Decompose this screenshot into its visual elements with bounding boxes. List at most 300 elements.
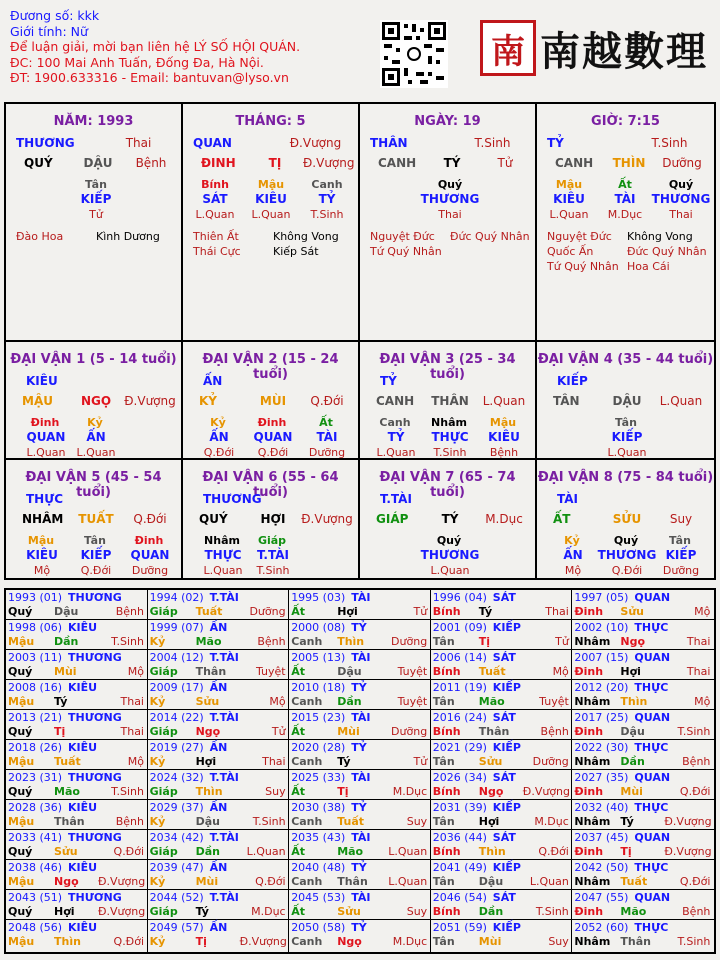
dai-van-cell: [360, 342, 537, 460]
dai-van-stem: CANH: [376, 394, 415, 408]
year-branch: Mùi: [478, 935, 502, 948]
pillar-stem: ĐINH: [201, 156, 236, 170]
year-state: Thai: [120, 695, 144, 708]
year-state: T.Sinh: [252, 815, 286, 828]
dai-van-hidden-god: KIẾP: [665, 548, 697, 562]
year-label: 2042 (50): [574, 861, 629, 874]
pillar-branch-state: Bệnh: [135, 156, 167, 170]
year-stem: Tân: [432, 635, 455, 648]
year-cell: [289, 860, 431, 890]
year-label: 2018 (26): [8, 741, 63, 754]
shensha-star: Thái Cực: [193, 245, 241, 258]
year-label: 2031 (39): [432, 801, 487, 814]
dai-van-hidden-god: ẤN: [209, 430, 229, 444]
year-state: Q.Đới: [679, 785, 711, 798]
year-label: 2049 (57): [149, 921, 204, 934]
year-stem: Bính: [432, 845, 461, 858]
pillar-branch-state: Đ.Vượng: [303, 156, 355, 170]
dai-van-hidden-stem: Đinh: [134, 534, 164, 547]
year-cell: [289, 590, 431, 620]
year-cell: [431, 710, 573, 740]
year-stem: Kỷ: [149, 695, 166, 708]
dai-van-hidden-god: TỶ: [387, 430, 405, 444]
year-cell: [6, 920, 148, 952]
year-state: Tuyệt: [539, 695, 569, 708]
pillar-title: THÁNG: 5: [235, 114, 306, 129]
year-god: TÀI: [351, 591, 371, 604]
shensha-star: Không Vong: [273, 230, 339, 243]
shensha-star: Hoa Cái: [627, 260, 670, 273]
year-stem: Bính: [432, 725, 461, 738]
dai-van-hidden-stem: Kỷ: [210, 416, 226, 429]
year-god: THƯƠNG: [68, 651, 122, 664]
dai-van-cell: [183, 460, 360, 578]
year-god: THỰC: [634, 681, 669, 694]
year-cell: [431, 680, 573, 710]
year-god: THỰC: [634, 801, 669, 814]
year-god: ẤN: [209, 741, 228, 754]
year-label: 2044 (52): [149, 891, 204, 904]
year-branch: Tị: [195, 935, 207, 948]
dai-van-hidden-god: QUAN: [130, 548, 170, 562]
dai-van-hidden-state: L.Quan: [376, 446, 416, 459]
bazi-chart-grid: [4, 102, 716, 580]
year-branch: Mùi: [54, 665, 77, 678]
year-god: THỰC: [634, 861, 669, 874]
year-state: Q.Đới: [538, 845, 569, 858]
year-state: Tử: [555, 635, 569, 648]
year-cell: [572, 590, 714, 620]
year-state: L.Quan: [388, 845, 428, 858]
year-label: 1994 (02): [149, 591, 204, 604]
dai-van-hidden-stem: Tân: [84, 534, 106, 547]
year-stem: Tân: [432, 695, 455, 708]
year-stem: Mậu: [8, 875, 35, 888]
year-cell: [6, 800, 148, 830]
year-stem: Quý: [8, 845, 33, 858]
year-cell: [6, 650, 148, 680]
year-cell: [572, 620, 714, 650]
year-branch: Tý: [54, 695, 68, 708]
year-branch: Dần: [54, 635, 79, 648]
year-god: SÁT: [492, 711, 516, 724]
dai-van-hidden-state: L.Quan: [430, 564, 470, 577]
dai-van-title: ĐẠI VẬN 3 (25 - 34 tuổi): [379, 352, 516, 382]
year-state: Đ.Vượng: [522, 785, 570, 798]
year-branch: Ngọ: [478, 785, 504, 798]
year-branch: Mùi: [337, 725, 360, 738]
year-god: THỰC: [634, 621, 669, 634]
year-state: Tử: [271, 725, 286, 738]
dai-van-stem: NHÂM: [22, 512, 64, 526]
year-god: QUAN: [634, 771, 671, 784]
pillar-branch: THÌN: [612, 156, 646, 170]
dai-van-title: ĐẠI VẬN 8 (75 - 84 tuổi): [537, 470, 714, 485]
year-state: Q.Đới: [113, 845, 144, 858]
shensha-star: Tứ Quý Nhân: [547, 260, 619, 273]
dai-van-title: ĐẠI VẬN 6 (55 - 64 tuổi): [202, 470, 339, 500]
year-label: 2001 (09): [432, 621, 487, 634]
year-branch: Tý: [478, 605, 493, 618]
dai-van-hidden-god: THỰC: [204, 548, 242, 562]
year-cell: [148, 860, 290, 890]
hidden-stem-state: Tử: [89, 208, 103, 221]
year-god: QUAN: [634, 831, 671, 844]
year-cell: [431, 650, 573, 680]
dai-van-hidden-stem: Quý: [613, 534, 639, 547]
year-state: Mộ: [552, 665, 569, 678]
year-stem: Quý: [8, 785, 33, 798]
year-stem: Đinh: [574, 665, 604, 678]
year-cell: [289, 650, 431, 680]
year-stem: Tân: [432, 755, 455, 768]
dai-van-hidden-stem: Mậu: [27, 534, 55, 547]
year-cell: [572, 860, 714, 890]
dai-van-title: ĐẠI VẬN 4 (35 - 44 tuổi): [537, 352, 714, 367]
pillar-stem-state: T.Sinh: [651, 136, 688, 150]
shensha-star: Đức Quý Nhân: [627, 245, 707, 258]
year-stem: Kỷ: [149, 815, 166, 828]
year-cell: [148, 710, 290, 740]
year-label: 2024 (32): [149, 771, 204, 784]
dai-van-branch: MÙI: [259, 394, 287, 408]
year-branch: Sửu: [620, 605, 644, 618]
year-god: KIÊU: [68, 681, 98, 694]
year-state: Dưỡng: [249, 605, 286, 618]
dai-van-state: L.Quan: [659, 394, 703, 408]
dai-van-branch: HỢI: [260, 512, 286, 526]
year-cell: [572, 800, 714, 830]
year-label: 2012 (20): [574, 681, 629, 694]
hidden-stem: Mậu: [555, 178, 583, 191]
dai-van-hidden-god: THƯƠNG: [597, 548, 657, 562]
year-god: TỶ: [351, 921, 367, 934]
dai-van-hidden-state: Mộ: [33, 564, 51, 577]
year-branch: Thìn: [478, 845, 506, 858]
chart-header: [10, 8, 300, 86]
year-cell: [431, 740, 573, 770]
year-state: Suy: [548, 935, 569, 948]
year-label: 2041 (49): [432, 861, 487, 874]
pillar-branch: TÝ: [443, 156, 461, 170]
dai-van-god: TỶ: [380, 374, 397, 388]
year-state: Mộ: [694, 695, 711, 708]
dai-van-hidden-stem: Tân: [669, 534, 691, 547]
dai-van-hidden-state: L.Quan: [607, 446, 647, 459]
year-label: 2016 (24): [432, 711, 487, 724]
year-branch: Thìn: [54, 935, 81, 948]
year-label: 2029 (37): [149, 801, 204, 814]
year-cell: [572, 920, 714, 952]
year-cell: [289, 800, 431, 830]
year-state: T.Sinh: [111, 635, 144, 648]
year-state: Bệnh: [115, 815, 144, 828]
dai-van-hidden-stem: Tân: [615, 416, 637, 429]
year-stem: Tân: [432, 815, 455, 828]
year-cell: [289, 710, 431, 740]
year-god: KIẾP: [492, 741, 521, 754]
year-state: Tuyệt: [397, 665, 428, 678]
hidden-stem: Tân: [85, 178, 107, 191]
dai-van-hidden-stem: Quý: [436, 534, 462, 547]
year-god: THƯƠNG: [68, 591, 122, 604]
hidden-stem-god: TỶ: [318, 192, 336, 206]
year-cell: [6, 590, 148, 620]
year-branch: Ngọ: [337, 935, 362, 948]
dai-van-hidden-stem: Kỷ: [564, 534, 580, 547]
owner-name: Đương số: kkk: [10, 8, 100, 23]
year-branch: Tị: [337, 785, 349, 798]
dai-van-title: ĐẠI VẬN 1 (5 - 14 tuổi): [10, 352, 177, 367]
dai-van-title: ĐẠI VẬN 5 (45 - 54 tuổi): [25, 470, 162, 500]
year-label: 2040 (48): [291, 861, 346, 874]
year-stem: Kỷ: [149, 635, 166, 648]
dai-van-god: THỰC: [26, 492, 64, 506]
year-god: TÀI: [351, 771, 371, 784]
year-label: 2013 (21): [8, 711, 63, 724]
year-label: 2009 (17): [149, 681, 204, 694]
year-branch: Hợi: [337, 605, 358, 618]
year-label: 2046 (54): [432, 891, 487, 904]
year-label: 2050 (58): [291, 921, 346, 934]
year-stem: Ất: [291, 605, 305, 618]
dai-van-hidden-state: L.Quan: [76, 446, 116, 459]
year-label: 2035 (43): [291, 831, 346, 844]
year-cell: [6, 620, 148, 650]
year-cell: [572, 650, 714, 680]
dai-van-hidden-state: L.Quan: [26, 446, 66, 459]
dai-van-hidden-god: KIẾP: [80, 548, 112, 562]
year-state: T.Sinh: [111, 785, 144, 798]
dai-van-branch: NGỌ: [80, 394, 112, 408]
year-god: ẤN: [209, 621, 228, 634]
year-stem: Ất: [291, 725, 305, 738]
year-branch: Tị: [620, 845, 632, 858]
dai-van-cell: [360, 460, 537, 578]
year-branch: Tuất: [54, 755, 81, 768]
year-god: QUAN: [634, 651, 671, 664]
year-state: T.Sinh: [677, 935, 711, 948]
year-god: TÀI: [351, 651, 371, 664]
year-branch: Tuất: [337, 815, 364, 828]
year-state: Bệnh: [115, 605, 144, 618]
dai-van-god: T.TÀI: [380, 492, 412, 506]
year-stem: Đinh: [574, 905, 604, 918]
year-state: T.Sinh: [535, 905, 569, 918]
year-branch: Ngọ: [54, 875, 79, 888]
year-cell: [6, 710, 148, 740]
dai-van-hidden-god: KIÊU: [26, 548, 58, 562]
pillar-stem: CANH: [555, 156, 594, 170]
year-state: Đ.Vượng: [664, 845, 712, 858]
year-stem: Đinh: [574, 725, 604, 738]
shensha-star: Đức Quý Nhân: [450, 230, 530, 243]
year-cell: [289, 680, 431, 710]
dai-van-hidden-state: Mộ: [564, 564, 582, 577]
year-state: M.Dục: [392, 785, 428, 798]
year-branch: Thìn: [195, 785, 223, 798]
year-stem: Ất: [291, 905, 305, 918]
year-branch: Mùi: [620, 785, 643, 798]
year-state: Tử: [413, 605, 428, 618]
year-label: 1997 (05): [574, 591, 629, 604]
year-state: Q.Đới: [113, 935, 144, 948]
year-branch: Thân: [478, 725, 510, 738]
year-god: KIÊU: [68, 921, 98, 934]
year-label: 2005 (13): [291, 651, 346, 664]
year-state: Suy: [406, 905, 428, 918]
dai-van-hidden-god: THƯƠNG: [420, 548, 480, 562]
year-label: 2052 (60): [574, 921, 629, 934]
shensha-star: Nguyệt Đức: [547, 230, 612, 243]
contact-line: Để luận giải, mời bạn liên hệ LÝ SỐ HỘI QUÁN.: [10, 39, 301, 54]
dai-van-cell: [183, 342, 360, 460]
year-state: Bệnh: [682, 755, 711, 768]
year-label: 2034 (42): [149, 831, 204, 844]
year-label: 2048 (56): [8, 921, 63, 934]
year-god: KIÊU: [68, 621, 98, 634]
pillar-title: GIỜ: 7:15: [591, 114, 660, 129]
year-label: 2015 (23): [291, 711, 346, 724]
year-label: 2010 (18): [291, 681, 346, 694]
dai-van-cell: [537, 460, 714, 578]
year-cell: [148, 590, 290, 620]
dai-van-hidden-state: Bệnh: [489, 446, 519, 459]
dai-van-hidden-stem: Mậu: [489, 416, 517, 429]
dai-van-branch: SỬU: [612, 512, 642, 526]
year-label: 2011 (19): [432, 681, 487, 694]
year-god: TÀI: [351, 891, 371, 904]
year-cell: [148, 620, 290, 650]
year-stem: Bính: [432, 905, 461, 918]
year-god: T.TÀI: [209, 711, 239, 724]
pillar-stem-god: QUAN: [193, 136, 232, 150]
hidden-stem: Mậu: [257, 178, 285, 191]
year-stem: Tân: [432, 875, 455, 888]
dai-van-god: KIẾP: [557, 374, 588, 388]
year-god: SÁT: [492, 591, 516, 604]
hidden-stem-god: SÁT: [202, 192, 228, 206]
hidden-stem-state: L.Quan: [195, 208, 235, 221]
dai-van-hidden-god: KIẾP: [611, 430, 643, 444]
year-state: Q.Đới: [679, 875, 711, 888]
dai-van-hidden-stem: Giáp: [257, 534, 287, 547]
year-cell: [572, 740, 714, 770]
shensha-star: Kình Dương: [96, 230, 160, 243]
year-god: THƯƠNG: [68, 771, 122, 784]
dai-van-hidden-state: T.Sinh: [256, 564, 290, 577]
pillar-stem-god: THÂN: [370, 136, 408, 150]
year-stem: Đinh: [574, 845, 604, 858]
year-god: SÁT: [492, 651, 516, 664]
year-cell: [6, 860, 148, 890]
hidden-stem: Quý: [668, 178, 694, 191]
year-god: TÀI: [351, 711, 371, 724]
year-branch: Ngọ: [620, 635, 646, 648]
year-cell: [148, 890, 290, 920]
year-god: THỰC: [634, 921, 669, 934]
year-god: KIÊU: [68, 741, 98, 754]
year-branch: Dậu: [478, 875, 504, 888]
year-god: T.TÀI: [209, 831, 239, 844]
year-god: THƯƠNG: [68, 831, 122, 844]
year-branch: Mão: [337, 845, 364, 858]
hidden-stem-state: L.Quan: [549, 208, 589, 221]
year-branch: Tý: [195, 905, 209, 918]
hidden-stem-state: Thai: [438, 208, 462, 221]
shensha-star: Không Vong: [627, 230, 693, 243]
year-branch: Tý: [620, 815, 634, 828]
pillar-branch-state: Tử: [497, 156, 513, 170]
year-stem: Mậu: [8, 635, 35, 648]
pillar-title: NĂM: 1993: [53, 114, 134, 129]
hidden-stem-state: Thai: [669, 208, 693, 221]
year-branch: Dần: [478, 905, 504, 918]
year-branch: Dậu: [337, 665, 362, 678]
year-god: THƯƠNG: [68, 711, 122, 724]
year-label: 2045 (53): [291, 891, 346, 904]
dai-van-hidden-state: L.Quan: [203, 564, 243, 577]
year-stem: Canh: [291, 695, 323, 708]
hidden-stem-god: THƯƠNG: [651, 192, 711, 206]
year-cell: [148, 800, 290, 830]
year-stem: Canh: [291, 815, 323, 828]
dai-van-stem: MẬU: [22, 394, 53, 408]
year-branch: Mùi: [195, 875, 219, 888]
year-stem: Canh: [291, 755, 323, 768]
year-stem: Canh: [291, 875, 323, 888]
year-stem: Giáp: [149, 785, 178, 798]
year-branch: Thìn: [337, 635, 365, 648]
dai-van-hidden-stem: Ất: [319, 416, 333, 429]
dai-van-hidden-state: Q.Đới: [611, 564, 643, 577]
year-god: T.TÀI: [209, 771, 239, 784]
annual-luck-table: [4, 588, 716, 954]
year-label: 2036 (44): [432, 831, 487, 844]
year-cell: [289, 890, 431, 920]
dai-van-cell: [6, 460, 183, 578]
dai-van-god: THƯƠNG: [203, 492, 262, 506]
brand-logo: 南越數理: [540, 28, 708, 75]
year-stem: Giáp: [149, 725, 178, 738]
year-state: M.Dục: [534, 815, 569, 828]
year-label: 2033 (41): [8, 831, 63, 844]
seal-stamp-icon: 南: [480, 20, 536, 76]
year-branch: Sửu: [478, 755, 503, 768]
dai-van-title: ĐẠI VẬN 7 (65 - 74 tuổi): [379, 470, 516, 500]
dai-van-cell: [6, 342, 183, 460]
year-label: 2008 (16): [8, 681, 63, 694]
year-cell: [431, 800, 573, 830]
dai-van-state: Q.Đới: [133, 512, 167, 526]
dai-van-cell: [537, 342, 714, 460]
year-cell: [6, 680, 148, 710]
year-stem: Bính: [432, 605, 461, 618]
hidden-stem-god: THƯƠNG: [420, 192, 480, 206]
year-cell: [572, 770, 714, 800]
dai-van-god: TÀI: [557, 492, 579, 506]
dai-van-branch: THÂN: [431, 394, 469, 408]
year-label: 2002 (10): [574, 621, 629, 634]
year-god: ẤN: [209, 801, 228, 814]
hidden-stem-state: M.Dục: [607, 208, 643, 221]
year-label: 2039 (47): [149, 861, 204, 874]
year-god: QUAN: [634, 891, 671, 904]
year-god: KIẾP: [492, 621, 521, 634]
year-label: 2007 (15): [574, 651, 629, 664]
hidden-stem: Quý: [437, 178, 463, 191]
year-god: ẤN: [209, 921, 228, 934]
